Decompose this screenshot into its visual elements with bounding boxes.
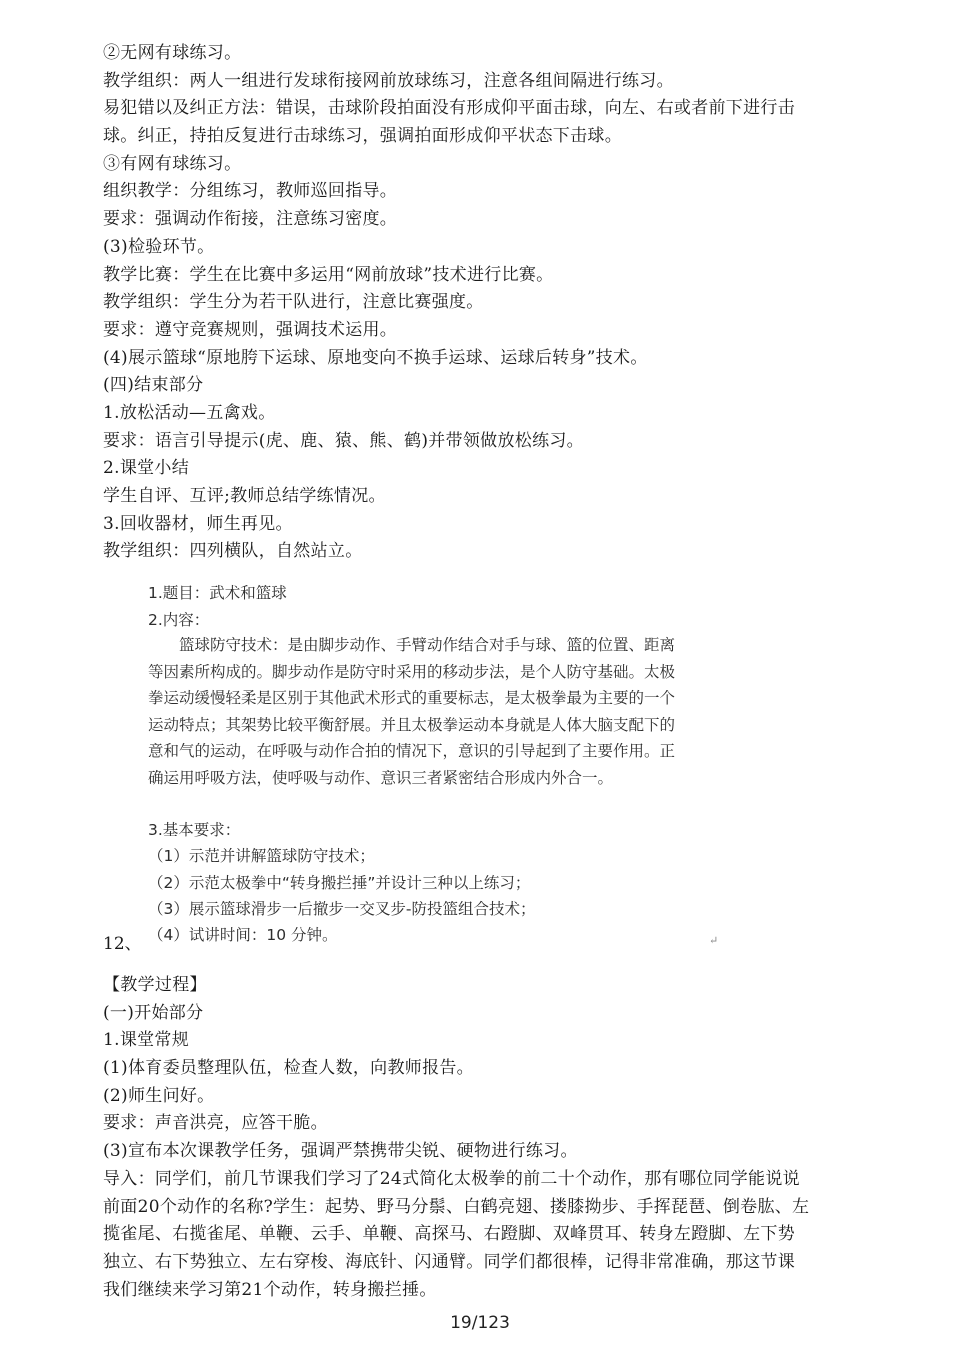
- text-line: 易犯错以及纠正方法：错误，击球阶段拍面没有形成仰平面击球，向左、右或者前下进行击: [103, 98, 795, 119]
- return-mark-icon: ↵: [709, 934, 719, 947]
- scan-content-line: 拳运动缓慢轻柔是区别于其他武术形式的重要标志，是太极拳最为主要的一个: [148, 689, 676, 707]
- text-line: 要求：遵守竞赛规则，强调技术运用。: [103, 319, 398, 340]
- scan-requirements-label: 3.基本要求：: [148, 821, 241, 839]
- scan-requirement-item: （2）示范太极拳中“转身搬拦捶”并设计三种以上练习；: [148, 874, 531, 892]
- text-line: (1)体育委员整理队伍，检查人数，向教师报告。: [103, 1058, 474, 1079]
- text-line: 要求：语言引导提示(虎、鹿、猿、熊、鹤)并带领做放松练习。: [103, 430, 584, 451]
- scan-requirement-item: （3）展示篮球滑步一后撤步一交叉步-防投篮组合技术；: [148, 900, 536, 918]
- scan-content-line: 篮球防守技术：是由脚步动作、手臂动作结合对手与球、篮的位置、距离: [148, 636, 676, 654]
- text-line: 【教学过程】: [103, 975, 207, 995]
- text-line: 3.回收器材，师生再见。: [103, 513, 293, 534]
- scan-content-line: 运动特点；其架势比较平衡舒展。并且太极拳运动本身就是人体大脑支配下的: [148, 715, 676, 734]
- text-line: (2)师生问好。: [103, 1085, 215, 1106]
- text-line: 球。纠正，持拍反复进行击球练习，强调拍面形成仰平状态下击球。: [103, 126, 622, 147]
- text-line: 组织教学：分组练习，教师巡回指导。: [103, 181, 398, 202]
- text-line: (3)检验环节。: [103, 236, 215, 257]
- item-number: 12、: [103, 934, 142, 954]
- scan-content: [148, 632, 708, 791]
- scan-content-line: 意和气的运动，在呼吸与动作合拍的情况下，意识的引导起到了主要作用。正: [148, 742, 676, 760]
- text-line: 导入：同学们，前几节课我们学习了24式简化太极拳的前二十个动作，那有哪位同学能说说: [103, 1168, 800, 1189]
- text-line: 1.课堂常规: [103, 1030, 190, 1051]
- text-line: 揽雀尾、右揽雀尾、单鞭、云手、单鞭、高探马、右蹬脚、双峰贯耳、转身左蹬脚、左下势: [103, 1224, 795, 1245]
- text-line: 学生自评、互评;教师总结学练情况。: [103, 486, 386, 506]
- text-line: (一)开始部分: [103, 1002, 204, 1023]
- text-line: 要求：强调动作衔接，注意练习密度。: [103, 209, 398, 230]
- text-line: 2.课堂小结: [103, 458, 190, 479]
- scan-content-line: 确运用呼吸方法，使呼吸与动作、意识三者紧密结合形成内外合一。: [148, 768, 614, 787]
- scan-content-line: 等因素所构成的。脚步动作是防守时采用的移动步法，是个人防守基础。太极: [148, 662, 676, 681]
- scan-title: 1.题目：武术和篮球: [148, 584, 287, 602]
- text-line: (3)宣布本次课教学任务，强调严禁携带尖锐、硬物进行练习。: [103, 1141, 578, 1162]
- text-line: 要求：声音洪亮，应答干脆。: [103, 1113, 328, 1134]
- page-number: 19/123: [450, 1313, 510, 1333]
- text-line: (四)结束部分: [103, 375, 204, 396]
- text-line: ②无网有球练习。: [103, 43, 242, 63]
- scan-requirement-item: （1）示范并讲解篮球防守技术；: [148, 847, 375, 865]
- top-text-block: [103, 40, 863, 566]
- scanned-question-image: [148, 578, 718, 950]
- text-line: ③有网有球练习。: [103, 153, 242, 174]
- text-line: (4)展示篮球“原地胯下运球、原地变向不换手运球、运球后转身”技术。: [103, 347, 648, 368]
- bottom-text-block: [103, 972, 863, 1304]
- text-line: 教学组织：学生分为若干队进行，注意比赛强度。: [103, 292, 484, 313]
- text-line: 教学组织：四列横队，自然站立。: [103, 541, 363, 562]
- text-line: 1.放松活动—五禽戏。: [103, 402, 276, 423]
- scan-content-label: 2.内容：: [148, 611, 210, 629]
- text-line: 教学组织：两人一组进行发球衔接网前放球练习，注意各组间隔进行练习。: [103, 70, 674, 91]
- text-line: 前面20个动作的名称?学生：起势、野马分鬃、白鹤亮翅、搂膝拗步、手挥琵琶、倒卷肱、左: [103, 1196, 810, 1217]
- text-line: 教学比赛：学生在比赛中多运用“网前放球”技术进行比赛。: [103, 264, 554, 285]
- text-line: 我们继续来学习第21个动作，转身搬拦捶。: [103, 1279, 437, 1300]
- text-line: 独立、右下势独立、左右穿梭、海底针、闪通臂。同学们都很棒，记得非常准确，那这节课: [103, 1251, 795, 1272]
- scan-requirement-item: （4）试讲时间：10 分钟。: [148, 926, 338, 944]
